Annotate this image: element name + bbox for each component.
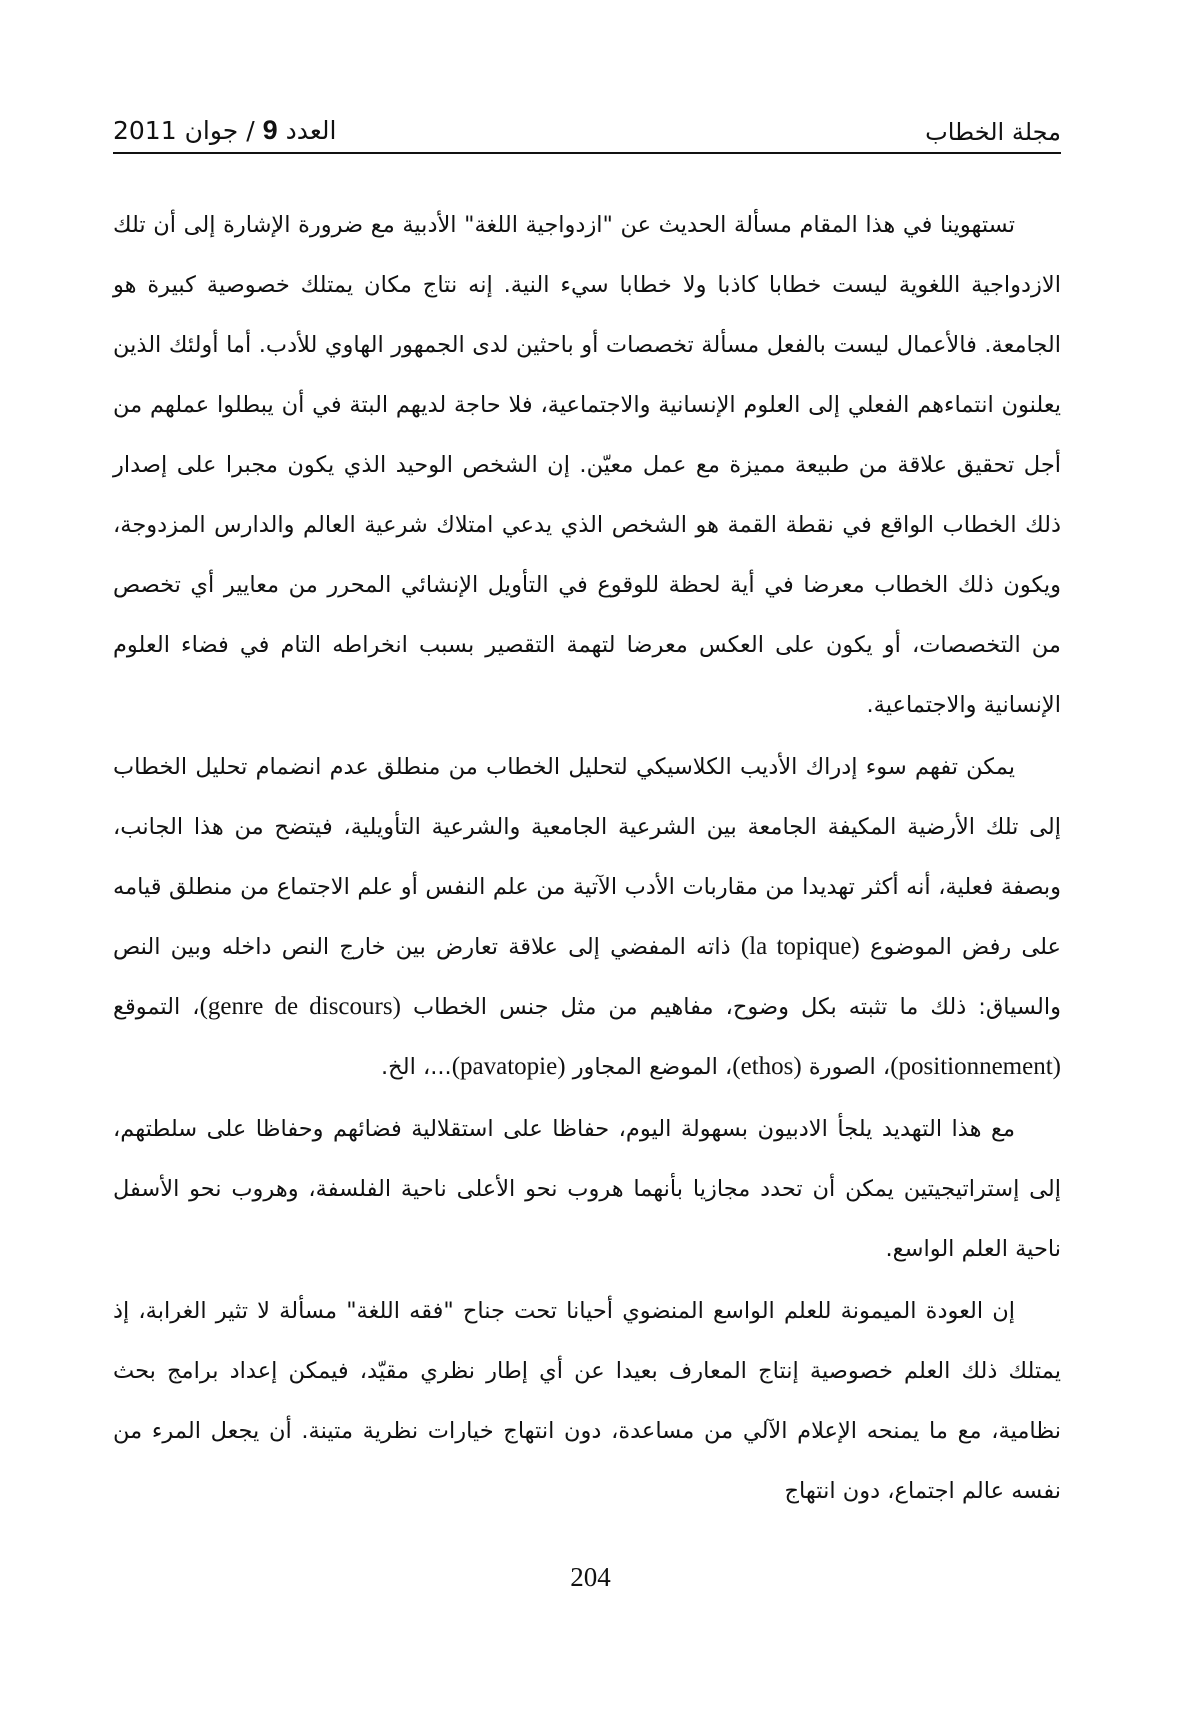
issue-number: 9: [262, 115, 278, 145]
article-body: [113, 195, 1061, 1521]
issue-separator: /: [246, 116, 255, 145]
latin-term-la-topique: (la topique): [740, 933, 860, 960]
issue-prefix: العدد: [285, 116, 337, 145]
page-number: 204: [570, 1562, 611, 1592]
latin-term-genre-de-discours: (genre de discours): [199, 993, 401, 1020]
paragraph-2-text-5: ، الموضع المجاور: [572, 1054, 733, 1080]
paragraph-2: [113, 737, 1061, 1097]
running-header: [113, 108, 1061, 154]
latin-term-pavatopie: (pavatopie): [451, 1053, 566, 1080]
paragraph-2-text-1: يمكن تفهم سوء إدراك الأديب الكلاسيكي لتحليل الخطاب من منطلق عدم انضمام تحليل الخطاب إلى تلك الأرضية المكيفة الجامعة بين الشرعية الجامعية والشرعية التأويلية، فيتضح من هذا الجانب، وبصفة فعلية، أنه أكثر تهديدا من مقاربات الأدب الآتية من علم النفس أو علم الاجتماع من منطلق قيامه على رفض الموضوع: [113, 754, 1061, 960]
latin-term-ethos: (ethos): [732, 1053, 802, 1080]
journal-title: مجلة الخطاب: [925, 118, 1061, 146]
paragraph-2-text-2: ذاته المفضي إلى علاقة تعارض بين خارج النص داخله وبين النص والسياق: ذلك ما تثبته بكل وضوح، مفاهيم من مثل جنس الخطاب: [113, 934, 1061, 1020]
paragraph-3: مع هذا التهديد يلجأ الادبيون بسهولة اليوم، حفاظا على استقلالية فضائهم وحفاظا على سلطتهم، إلى إستراتيجيتين يمكن أن تحدد مجازيا بأنهما هروب نحو الأعلى ناحية الفلسفة، وهروب نحو الأسفل ناحية العلم الواسع.: [113, 1116, 1061, 1262]
paragraph-2-text-3: ، التموقع: [113, 994, 200, 1020]
paragraph-1: تستهوينا في هذا المقام مسألة الحديث عن "ازدواجية اللغة" الأدبية مع ضرورة الإشارة إلى أن تلك الازدواجية اللغوية ليست خطابا كاذبا ولا خطابا سيء النية. إنه نتاج مكان يمتلك خصوصية كبيرة هو الجامعة. فالأعمال ليست بالفعل مسألة تخصصات أو باحثين لدى الجمهور الهاوي للأدب. أما أولئك الذين يعلنون انتماءهم الفعلي إلى العلوم الإنسانية والاجتماعية، فلا حاجة لديهم البتة في أن يبطلوا عملهم من أجل تحقيق علاقة من طبيعة مميزة مع عمل معيّن. إن الشخص الوحيد الذي يكون مجبرا على إصدار ذلك الخطاب الواقع في نقطة القمة هو الشخص الذي يدعي امتلاك شرعية العالم والدارس المزدوجة، ويكون ذلك الخطاب معرضا في أية لحظة للوقوع في التأويل الإنشائي المحرر من معايير أي تخصص من التخصصات، أو يكون على العكس معرضا لتهمة التقصير بسبب انخراطه التام في فضاء العلوم الإنسانية والاجتماعية.: [113, 212, 1061, 718]
latin-term-positionnement: (positionnement): [890, 1053, 1061, 1080]
issue-date: جوان 2011: [113, 116, 239, 145]
paragraph-4: إن العودة الميمونة للعلم الواسع المنضوي أحيانا تحت جناح "فقه اللغة" مسألة لا تثير الغرابة، إذ يمتلك ذلك العلم خصوصية إنتاج المعارف بعيدا عن أي إطار نظري مقيّد، فيمكن إعداد برامج بحث نظامية، مع ما يمنحه الإعلام الآلي من مساعدة، دون انتهاج خيارات نظرية متينة. أن يجعل المرء من نفسه عالم اجتماع، دون انتهاج: [113, 1298, 1061, 1504]
paragraph-2-text-6: ...، الخ.: [381, 1054, 452, 1080]
paragraph-2-text-4: ، الصورة: [808, 1054, 891, 1080]
issue-info: [113, 115, 336, 146]
